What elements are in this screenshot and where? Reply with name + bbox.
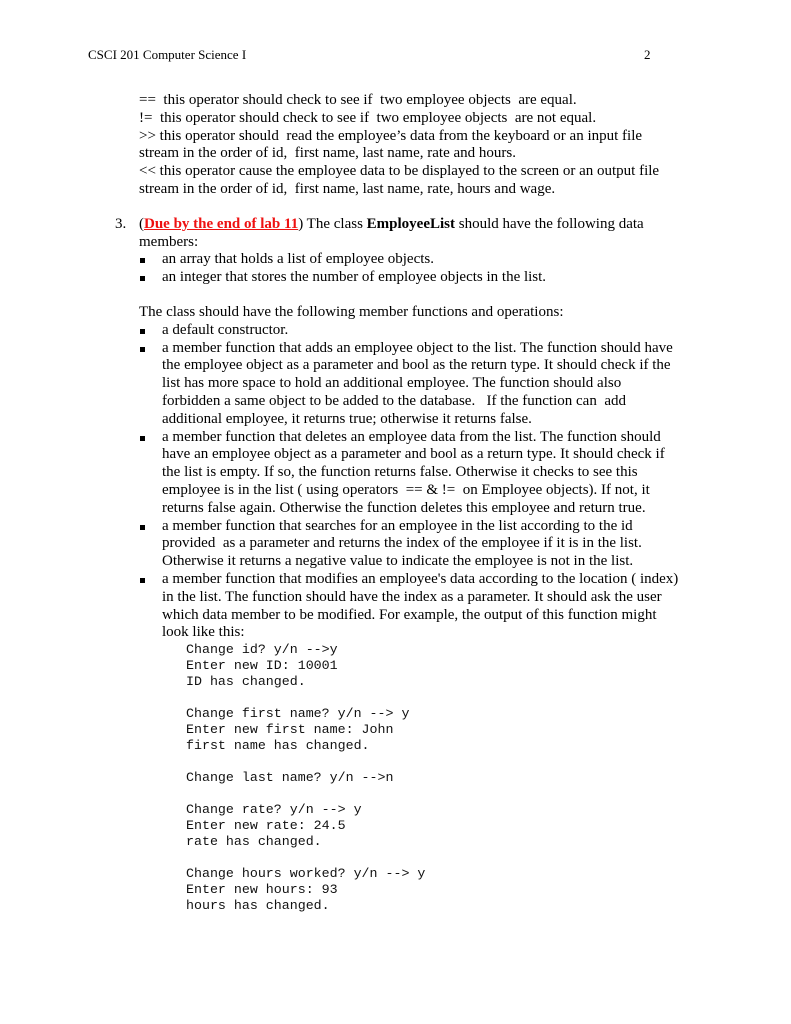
functions-intro: The class should have the following member functions and operations: bbox=[139, 303, 564, 320]
list-item: a default constructor. bbox=[139, 322, 699, 340]
operator-line: << this operator cause the employee data to be displayed to the screen or an output file bbox=[139, 163, 660, 180]
operator-line: stream in the order of id, first name, last name, rate, hours and wage. bbox=[139, 180, 556, 197]
data-members-list bbox=[139, 251, 699, 287]
bullet-icon bbox=[140, 578, 145, 583]
class-name: EmployeeList bbox=[366, 215, 455, 232]
code-line: hours has changed. bbox=[186, 898, 330, 914]
bullet-icon bbox=[140, 525, 145, 530]
operator-line: == this operator should check to see if two employee objects are equal. bbox=[139, 92, 577, 108]
code-line: Enter new first name: John bbox=[186, 722, 394, 738]
code-line: Enter new rate: 24.5 bbox=[186, 818, 346, 834]
code-line: Change first name? y/n --> y bbox=[186, 706, 410, 722]
bullet-icon bbox=[140, 276, 145, 281]
bullet-icon bbox=[140, 258, 145, 263]
bullet-icon bbox=[140, 329, 145, 334]
operator-line: != this operator should check to see if two employee objects are not equal. bbox=[139, 109, 597, 126]
operator-line: stream in the order of id, first name, last name, rate and hours. bbox=[139, 145, 516, 162]
item-number: 3. bbox=[115, 215, 127, 232]
code-line: rate has changed. bbox=[186, 834, 322, 850]
code-line: Enter new ID: 10001 bbox=[186, 658, 338, 674]
member-functions-list bbox=[139, 322, 699, 642]
code-line: ID has changed. bbox=[186, 674, 306, 690]
list-item: a member function that modifies an employee's data according to the location ( index) in the list. The function should have the index as a parameter. It should ask the user which data member to be modified. For example, the output of this function might look like this: bbox=[139, 571, 699, 642]
list-item: a member function that adds an employee object to the list. The function should have the employee object as a parameter and bool as the return type. It should check if the list has more space to hold an additional employee. The function should also forbidden a same object to be added to the database. If the function can add additional employee, it returns true; otherwise it returns false. bbox=[139, 340, 699, 429]
operator-line: >> this operator should read the employee’s data from the keyboard or an input file bbox=[139, 127, 643, 144]
operator-descriptions bbox=[139, 92, 699, 199]
due-date-note: Due by the end of lab 11 bbox=[144, 215, 299, 232]
list-item: a member function that deletes an employee data from the list. The function should have an employee object as a parameter and bool as a return type. It should check if the list is empty. If so, the function returns false. Otherwise it checks to see this employee is in the list ( using operators == & != on Employee objects). If not, it returns false again. Otherwise the function deletes this employee and return true. bbox=[139, 429, 699, 518]
page-header-course: CSCI 201 Computer Science I bbox=[88, 47, 247, 62]
code-line: Change hours worked? y/n --> y bbox=[186, 866, 426, 882]
code-line: Change last name? y/n -->n bbox=[186, 770, 394, 786]
code-line: Change rate? y/n --> y bbox=[186, 802, 362, 818]
code-line: first name has changed. bbox=[186, 738, 370, 754]
item-3-heading-cont: members: bbox=[139, 233, 199, 250]
sample-output-block bbox=[139, 642, 699, 914]
page-number: 2 bbox=[644, 47, 651, 62]
item-3-employee-list bbox=[115, 215, 699, 914]
code-line: Change id? y/n -->y bbox=[186, 642, 338, 658]
list-item: an integer that stores the number of employee objects in the list. bbox=[139, 269, 699, 287]
bullet-icon bbox=[140, 347, 145, 352]
code-line: Enter new hours: 93 bbox=[186, 882, 338, 898]
page-content bbox=[115, 92, 699, 914]
item-3-heading: (Due by the end of lab 11) The class EmployeeList should have the following data bbox=[139, 215, 644, 232]
bullet-icon bbox=[140, 436, 145, 441]
list-item: an array that holds a list of employee objects. bbox=[139, 251, 699, 269]
list-item: a member function that searches for an employee in the list according to the id provided as a parameter and returns the index of the employee if it is in the list. Otherwise it returns a negative value to indicate the employee is not in the list. bbox=[139, 518, 699, 571]
